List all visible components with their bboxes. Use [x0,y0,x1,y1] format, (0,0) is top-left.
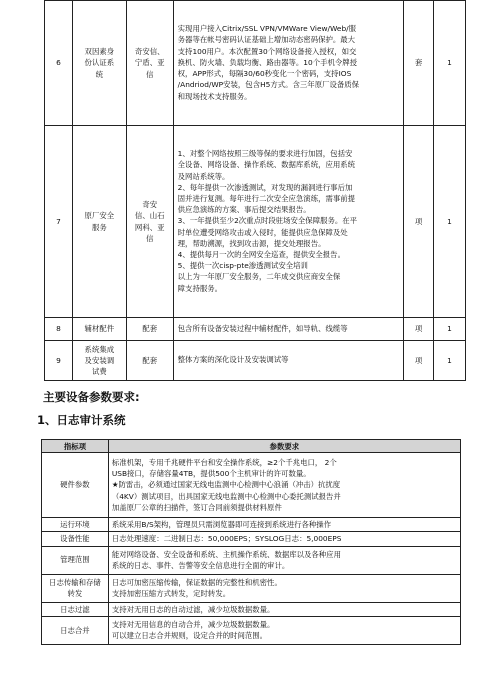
column-header: 参数要求 [108,440,460,453]
spec-value: 系统采用B/S架构，管理员只需浏览器即可连接到系统进行各种操作 [108,518,460,532]
table-header-row [42,440,461,453]
item-description: 实现用户接入Citrix/SSL VPN/VMWare View/Web/服 务器等在帐号密码认证基础上增加动态密码保护。最大 支持100用户。本次配置30个网络设备接入授权，如交 换机、防火墙、负载均衡、路由器等。10个手机令牌授 权，APP形式，每隔30/60秒变化一个密码，支持IOS /Andriod/WP安装，包含H5方式。含三年原厂设备质保 和现场技术支持服务。 [173,1,403,126]
spec-table [41,439,461,645]
brand-cell: 配套 [126,341,173,381]
item-description: 包含所有设备安装过程中辅材配件，如导轨、线缆等 [173,318,403,341]
item-description: 1、对整个网络按照三级等保的要求进行加固，包括安 全设备、网络设备、操作系统、数据库系统，应用系统 及网站系统等。 2、每年提供一次渗透测试，对发现的漏洞进行事后加 固并进行复测。每年进行二次安全应急演练，需事前提 供应急演练的方案、事后提交结果报告。 3、一年提供至少2次重点时段驻场安全保障服务。在平 时单位遭受网络攻击或入侵时，能提供应急保障及处 理，帮助溯源，找到攻击源，提交处理报告。 4、提供每月一次的全网安全巡查，提供安全报告。 5、提供一次cisp-pte渗透测试安全培训 以上为一年原厂安全服务，二年成交供应商安全保 障支持服务。 [173,126,403,318]
quantity-cell: 1 [434,341,466,381]
spec-label: 日志过滤 [42,602,109,616]
spec-label: 设备性能 [42,532,109,546]
row-number: 6 [45,1,73,126]
quantity-cell: 1 [434,1,466,126]
section-heading: 主要设备参数要求: [43,390,140,404]
spec-value: 日志可加密压缩传输，保证数据的完整性和机密性。 支持加密压缩方式转发，定时转发。 [108,574,460,602]
brand-cell: 配套 [126,318,173,341]
brand-cell: 奇安信、 宁盾、亚 信 [126,1,173,126]
item-name: 原厂安全 服务 [72,126,126,318]
quantity-cell: 1 [434,126,466,318]
spec-label: 管理范围 [42,546,109,574]
table-row [45,341,466,381]
row-number: 9 [45,341,73,381]
table-row [42,532,461,546]
spec-label: 日志合并 [42,616,109,644]
item-description: 整体方案的深化设计及安装调试等 [173,341,403,381]
table-row [45,1,466,126]
table-row [42,616,461,644]
quantity-cell: 1 [434,318,466,341]
table-row [45,318,466,341]
spec-value: 标准机架，专用千兆硬件平台和安全操作系统，≥2个千兆电口， 2个 USB接口，存储容量4TB，提供500个主机审计的许可数量。 ★防雷击，必须通过国家无线电监测中心检测中心浪涌（冲击）抗扰度 （4KV）测试项目，出具国家无线电监测中心检测中心委托测试报告并 加盖原厂公章的扫描件，签订合同前须提供材料原件 [108,453,460,518]
spec-label: 运行环境 [42,518,109,532]
spec-label: 硬件参数 [42,453,109,518]
table-row [42,518,461,532]
table-row [42,602,461,616]
item-name: 辅材配件 [72,318,126,341]
spec-value: 日志处理速度：二进制日志：50,000EPS；SYSLOG日志：5,000EPS [108,532,460,546]
unit-cell: 项 [404,126,434,318]
equipment-list-table [44,0,466,381]
table-row [45,126,466,318]
brand-cell: 奇安 信、山石 网科、亚 信 [126,126,173,318]
item-name: 双因素身 份认证系 统 [72,1,126,126]
spec-value: 支持对无用日志的自动过滤，减少垃圾数据数量。 [108,602,460,616]
unit-cell: 项 [404,341,434,381]
unit-cell: 套 [404,1,434,126]
spec-label: 日志传输和存储 转发 [42,574,109,602]
table-row [42,546,461,574]
column-header: 指标项 [42,440,109,453]
subsection-heading: 1、日志审计系统 [37,413,126,427]
spec-value: 能对网络设备、安全设备和系统、主机操作系统、数据库以及各种应用 系统的日志、事件、告警等安全信息进行全面的审计。 [108,546,460,574]
row-number: 7 [45,126,73,318]
spec-value: 支持对无用信息的自动合并，减少垃圾数据数量。 可以建立日志合并规则，设定合并的时间范围。 [108,616,460,644]
table-row [42,574,461,602]
unit-cell: 项 [404,318,434,341]
row-number: 8 [45,318,73,341]
table-row [42,453,461,518]
item-name: 系统集成 及安装调 试费 [72,341,126,381]
